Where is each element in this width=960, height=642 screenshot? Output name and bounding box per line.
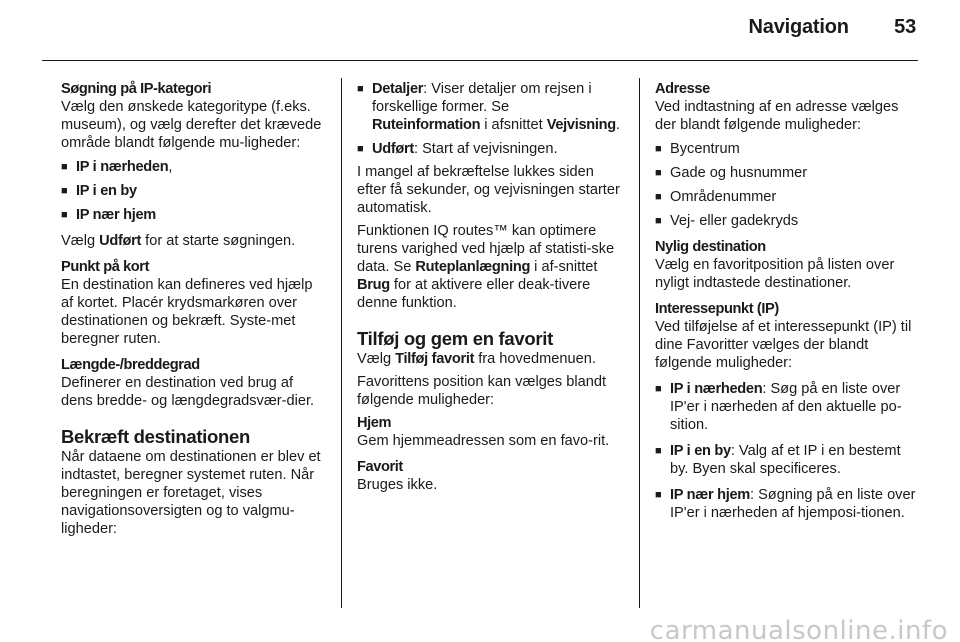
column-2 bbox=[357, 80, 621, 494]
body-text: Gem hjemmeadressen som en favo-rit. bbox=[357, 433, 610, 449]
list-item: ■ Vej- eller gadekryds bbox=[655, 212, 921, 230]
body-text: En destination kan defineres ved hjælp af kortet. Placér krydsmarkøren over destinationen og bekræft. Syste-met beregner ruten. bbox=[61, 277, 313, 347]
page-header bbox=[749, 18, 916, 36]
section-heading: Søgning på IP-kategori bbox=[61, 81, 212, 97]
list-item: ■ IP nær hjem bbox=[61, 206, 325, 224]
body-text: Vælg en favoritposition på listen over nyligt indtastede destinationer. bbox=[655, 257, 895, 291]
heading: Tilføj og gem en favorit bbox=[357, 328, 553, 349]
body-text: Bruges ikke. bbox=[357, 477, 438, 493]
body-text: Vælg Udført for at starte søgningen. bbox=[61, 233, 296, 249]
column-1 bbox=[61, 80, 325, 538]
body-text: Ved indtastning af en adresse vælges der blandt følgende muligheder: bbox=[655, 99, 899, 133]
list-item: ■ Udført: Start af vejvisningen. bbox=[357, 140, 621, 158]
body-text: Vælg den ønskede kategoritype (f.eks. museum), og vælg derefter det krævede område blandt følgende mu-ligheder: bbox=[61, 99, 322, 151]
body-text: Ved tilføjelse af et interessepunkt (IP) til dine Favoritter vælges der blandt følgende muligheder: bbox=[655, 319, 912, 371]
body-text: Funktionen IQ routes™ kan optimere turens varighed ved hjælp af statisti-ske data. Se Ruteplanlægning i af-snittet Brug for at aktivere eller deak-tivere denne funktion. bbox=[357, 223, 615, 311]
body-text: I mangel af bekræftelse lukkes siden efter få sekunder, og vejvisningen starter automatisk. bbox=[357, 164, 620, 216]
body-text: Når dataene om destinationen er blev et indtastet, beregner systemet ruten. Når beregningen er foretaget, vises navigationsoversigten og to valgmu-ligheder: bbox=[61, 449, 321, 537]
page-title: Navigation bbox=[748, 16, 849, 38]
body-text: Definerer en destination ved brug af dens bredde- og længdegradsvær-dier. bbox=[61, 375, 315, 409]
list-item: ■ IP nær hjem: Søgning på en liste over IP'er i nærheden af hjemposi-tionen. bbox=[655, 486, 921, 522]
list-item: ■ IP i en by: Valg af et IP i en bestemt by. Byen skal specificeres. bbox=[655, 442, 921, 478]
list-item: ■ IP i nærheden: Søg på en liste over IP'er i nærheden af den aktuelle po-sition. bbox=[655, 380, 921, 434]
list-item: ■ Bycentrum bbox=[655, 140, 921, 158]
watermark-text: carmanualsonline.info bbox=[649, 616, 948, 642]
body-text: Vælg Tilføj favorit fra hovedmenuen. bbox=[357, 351, 596, 367]
section-heading: Favorit bbox=[357, 459, 403, 475]
page-number: 53 bbox=[894, 16, 916, 38]
body-text: Favorittens position kan vælges blandt følgende muligheder: bbox=[357, 374, 607, 408]
section-heading: Længde-/breddegrad bbox=[61, 357, 200, 373]
list-item: ■ Gade og husnummer bbox=[655, 164, 921, 182]
heading: Bekræft destinationen bbox=[61, 426, 251, 447]
list-item: ■ Detaljer: Viser detaljer om rejsen i forskellige former. Se Ruteinformation i afsnittet Vejvisning. bbox=[357, 80, 621, 134]
list-item: ■ IP i nærheden, bbox=[61, 158, 325, 176]
list-item: ■ Områdenummer bbox=[655, 188, 921, 206]
list-item: ■ IP i en by bbox=[61, 182, 325, 200]
column-divider-1 bbox=[341, 78, 342, 608]
header-rule bbox=[42, 60, 918, 61]
section-heading: Adresse bbox=[655, 81, 710, 97]
section-heading: Nylig destination bbox=[655, 239, 766, 255]
section-heading: Interessepunkt (IP) bbox=[655, 301, 779, 317]
section-heading: Punkt på kort bbox=[61, 259, 150, 275]
column-3 bbox=[655, 80, 921, 522]
section-heading: Hjem bbox=[357, 415, 392, 431]
column-divider-2 bbox=[639, 78, 640, 608]
